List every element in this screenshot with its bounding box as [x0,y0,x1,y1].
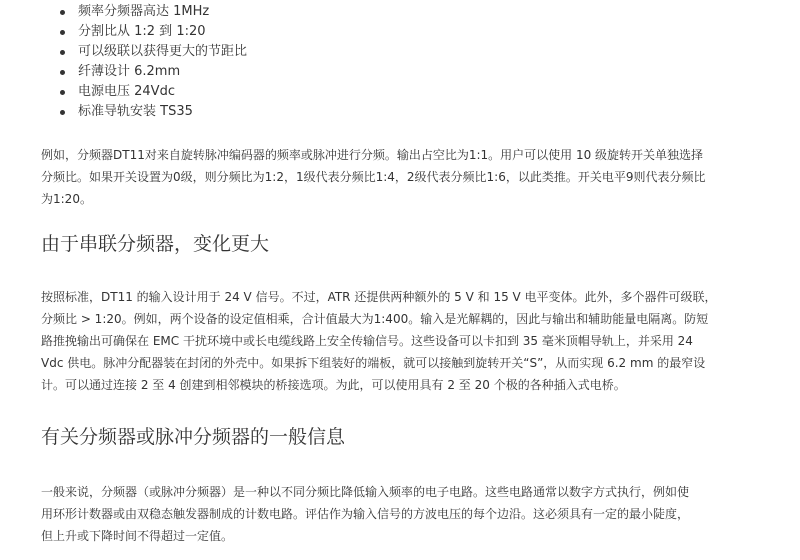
general-info-paragraph [41,481,781,547]
paragraph-line: 路推挽输出可确保在 EMC 干扰环境中或长电缆线路上安全传输信号。这些设备可以卡扣到 35 毫米顶帽导轨上，并采用 24 [41,334,693,348]
paragraph-line: 用环形计数器或由双稳态触发器制成的计数电路。评估作为输入信号的方波电压的每个边沿。这必须具有一定的最小陡度， [41,507,690,521]
paragraph-line: 一般来说，分频器（或脉冲分频器）是一种以不同分频比降低输入频率的电子电路。这些电路通常以数字方式执行，例如使 [41,485,690,499]
section-heading-general-info: 有关分频器或脉冲分频器的一般信息 [41,426,346,448]
feature-list [56,2,247,122]
paragraph-line: 按照标准，DT11 的输入设计用于 24 V 信号。不过，ATR 还提供两种额外的 5 V 和 15 V 电平变体。此外，多个器件可级联， [41,290,717,304]
paragraph-line: 但上升或下降时间不得超过一定值。 [41,529,234,543]
paragraph-line: 分频比 > 1:20。例如，两个设备的设定值相乘，合计值最大为1:400。输入是光解耦的，因此与输出和辅助能量电隔离。防短 [41,312,709,326]
list-item: 电源电压 24Vdc [56,82,247,102]
list-item: 纤薄设计 6.2mm [56,62,247,82]
paragraph-line: Vdc 供电。脉冲分配器装在封闭的外壳中。如果拆下组装好的端板，就可以接触到旋转开关“S”，从而实现 6.2 mm 的最窄设 [41,356,706,370]
list-item: 频率分频器高达 1MHz [56,2,247,22]
paragraph-line: 为1:20。 [41,192,92,206]
paragraph-line: 例如，分频器DT11对来自旋转脉冲编码器的频率或脉冲进行分频。输出占空比为1:1。用户可以使用 10 级旋转开关单独选择 [41,148,704,162]
intro-paragraph [41,144,781,210]
list-item: 分割比从 1:2 到 1:20 [56,22,247,42]
list-item: 可以级联以获得更大的节距比 [56,42,247,62]
cascade-paragraph [41,286,781,396]
list-item: 标准导轨安装 TS35 [56,102,247,122]
paragraph-line: 计。可以通过连接 2 至 4 创建到相邻模块的桥接选项。为此，可以使用具有 2 至 20 个极的各种插入式电桥。 [41,378,626,392]
section-heading-cascade: 由于串联分频器，变化更大 [41,233,270,255]
paragraph-line: 分频比。如果开关设置为0级，则分频比为1:2，1级代表分频比1:4，2级代表分频比1:6，以此类推。开关电平9则代表分频比 [41,170,706,184]
